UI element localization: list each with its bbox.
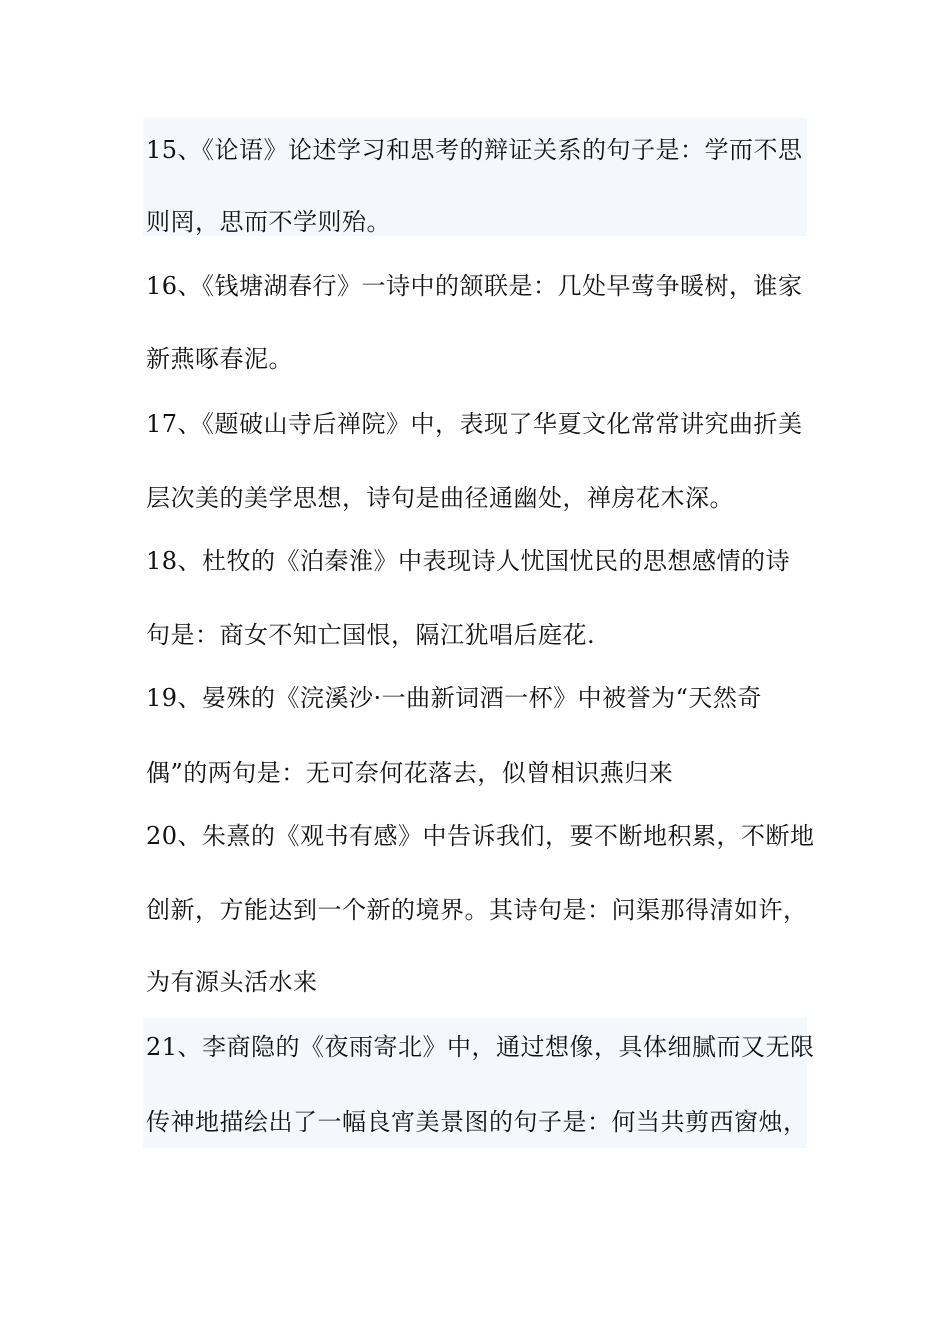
item-21-line-1: 21、李商隐的《夜雨寄北》中，通过想像，具体细腻而又无限	[146, 1033, 815, 1061]
item-18-line-2: 句是：商女不知亡国恨，隔江犹唱后庭花.	[146, 621, 596, 649]
item-16-line-1: 16、《钱塘湖春行》一诗中的颔联是：几处早莺争暖树，谁家	[146, 272, 803, 300]
item-18-line-1: 18、杜牧的《泊秦淮》中表现诗人忧国忧民的思想感情的诗	[146, 547, 791, 575]
item-21-line-2: 传神地描绘出了一幅良宵美景图的句子是：何当共剪西窗烛，	[146, 1108, 808, 1136]
item-20-line-3: 为有源头活水来	[146, 968, 318, 996]
item-17-line-1: 17、《题破山寺后禅院》中，表现了华夏文化常常讲究曲折美	[146, 410, 803, 438]
item-16-line-2: 新燕啄春泥。	[146, 345, 293, 373]
item-15-line-2: 则罔，思而不学则殆。	[146, 208, 391, 236]
item-15-line-1: 15、《论语》论述学习和思考的辩证关系的句子是：学而不思	[146, 136, 803, 164]
item-19-line-1: 19、晏殊的《浣溪沙·一曲新词酒一杯》中被誉为“天然奇	[146, 684, 762, 712]
item-20-line-1: 20、朱熹的《观书有感》中告诉我们，要不断地积累，不断地	[146, 822, 815, 850]
item-20-line-2: 创新，方能达到一个新的境界。其诗句是：问渠那得清如许，	[146, 896, 808, 924]
item-19-line-2: 偶”的两句是：无可奈何花落去，似曾相识燕归来	[146, 759, 674, 787]
item-17-line-2: 层次美的美学思想，诗句是曲径通幽处，禅房花木深。	[146, 484, 734, 512]
